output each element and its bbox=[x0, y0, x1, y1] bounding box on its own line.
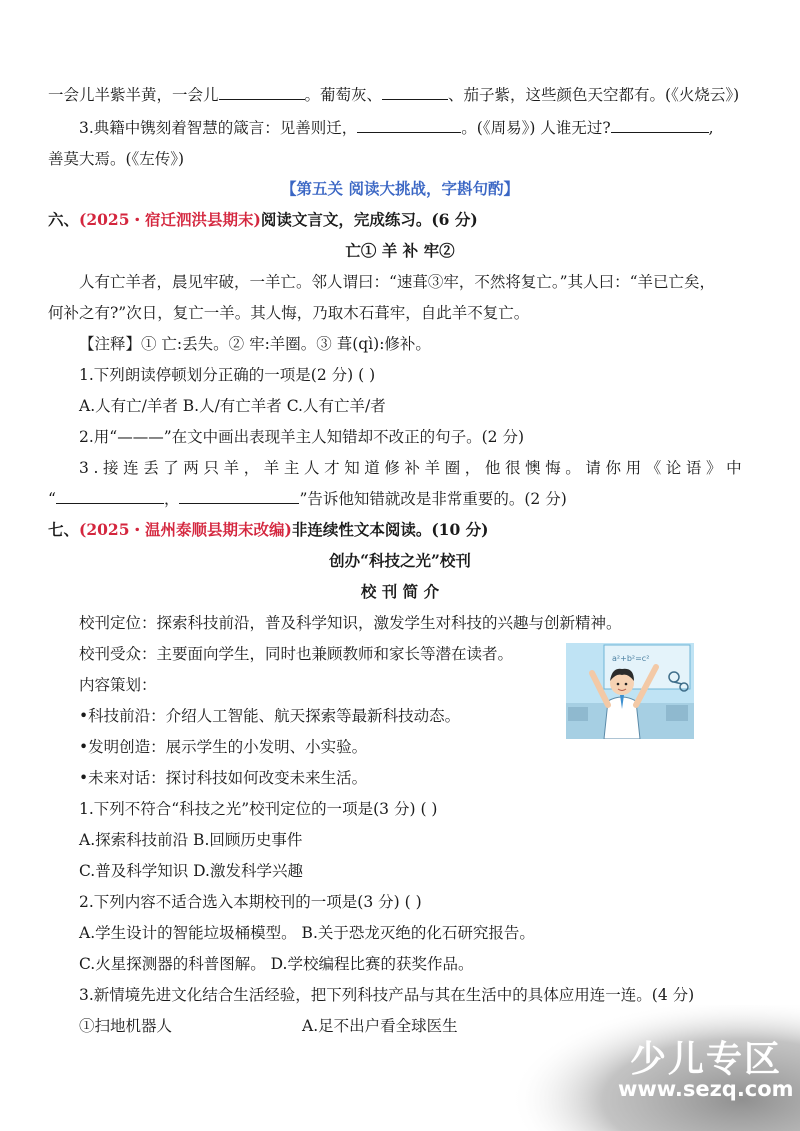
article-title: 创办“科技之光”校刊 bbox=[329, 551, 471, 570]
question-header: 七、(2025・温州泰顺县期末改编)非连续性文本阅读。(10 分) bbox=[48, 520, 489, 539]
bullet-item: •未来对话：探讨科技如何改变未来生活。 bbox=[79, 769, 368, 787]
options: A.探索科技前沿 B.回顾历史事件 bbox=[79, 831, 303, 849]
text-line: 3.典籍中镌刻着智慧的箴言：见善则迁， 。(《周易》) 人谁无过? , bbox=[79, 119, 714, 137]
bullet-item: •发明创造：展示学生的小发明、小实验。 bbox=[79, 738, 368, 756]
info-line: 内容策划： bbox=[79, 676, 157, 694]
watermark-title: 少儿专区 bbox=[630, 1039, 783, 1080]
question: “ ， ”告诉他知错就改是非常重要的。(2 分) bbox=[48, 490, 567, 508]
info-line: 校刊受众：主要面向学生，同时也兼顾教师和家长等潜在读者。 bbox=[79, 645, 514, 663]
match-item-left: ①扫地机器人 bbox=[79, 1017, 173, 1035]
question: 3.新情境先进文化结合生活经验，把下列科技产品与其在生活中的具体应用连一连。(4 分) bbox=[79, 986, 695, 1004]
match-item-right: A.足不出户看全球医生 bbox=[302, 1017, 458, 1035]
article-subtitle: 校 刊 简 介 bbox=[360, 582, 440, 601]
answer-blank[interactable] bbox=[219, 84, 305, 100]
watermark-url: www.sezq.com bbox=[618, 1077, 794, 1101]
svg-text:a²+b²=c²: a²+b²=c² bbox=[612, 654, 650, 663]
question: 2.用“———”在文中画出表现羊主人知错却不改正的句子。(2 分) bbox=[79, 428, 525, 446]
answer-blank[interactable] bbox=[179, 488, 299, 504]
text-line: 一会儿半紫半黄，一会儿 。葡萄灰、 、茄子紫，这些颜色天空都有。(《火烧云》) bbox=[48, 86, 740, 104]
options: A.人有亡/羊者 B.人/有亡羊者 C.人有亡羊/者 bbox=[79, 397, 386, 415]
notes: 【注释】① 亡:丢失。② 牢:羊圈。③ 葺(qì):修补。 bbox=[79, 335, 431, 353]
text-line: 善莫大焉。(《左传》) bbox=[48, 150, 185, 168]
watermark bbox=[510, 1005, 800, 1131]
answer-blank[interactable] bbox=[357, 117, 461, 133]
answer-blank[interactable] bbox=[611, 117, 709, 133]
question: 3.接连丢了两只羊，羊主人才知道修补羊圈，他很懊悔。请你用《论语》中 bbox=[79, 459, 747, 477]
question: 1.下列朗读停顿划分正确的一项是(2 分) ( ) bbox=[79, 366, 376, 384]
student-illustration bbox=[566, 643, 694, 739]
passage-text: 人有亡羊者，晨见牢破，一羊亡。邻人谓曰：“速葺③牢，不然将复亡。”其人曰：“羊已亡矣， bbox=[79, 273, 716, 291]
source-tag: (2025・宿迁泗洪县期末) bbox=[79, 210, 261, 229]
question: 1.下列不符合“科技之光”校刊定位的一项是(3 分) ( ) bbox=[79, 800, 438, 818]
answer-blank[interactable] bbox=[56, 488, 164, 504]
passage-text: 何补之有?”次日，复亡一羊。其人悔，乃取木石葺牢，自此羊不复亡。 bbox=[48, 304, 530, 322]
options: C.普及科学知识 D.激发科学兴趣 bbox=[79, 862, 303, 880]
options: C.火星探测器的科普图解。 D.学校编程比赛的获奖作品。 bbox=[79, 955, 474, 973]
options: A.学生设计的智能垃圾桶模型。 B.关于恐龙灭绝的化石研究报告。 bbox=[79, 924, 535, 942]
passage-title: 亡① 羊 补 牢② bbox=[345, 241, 455, 260]
question-header: 六、(2025・宿迁泗洪县期末)阅读文言文，完成练习。(6 分) bbox=[48, 210, 478, 229]
section-title: 【第五关 阅读大挑战，字斟句酌】 bbox=[281, 179, 519, 198]
question: 2.下列内容不适合选入本期校刊的一项是(3 分) ( ) bbox=[79, 893, 422, 911]
source-tag: (2025・温州泰顺县期末改编) bbox=[79, 520, 292, 539]
answer-blank[interactable] bbox=[382, 84, 448, 100]
info-line: 校刊定位：探索科技前沿，普及科学知识，激发学生对科技的兴趣与创新精神。 bbox=[79, 614, 622, 632]
bullet-item: •科技前沿：介绍人工智能、航天探索等最新科技动态。 bbox=[79, 707, 461, 725]
